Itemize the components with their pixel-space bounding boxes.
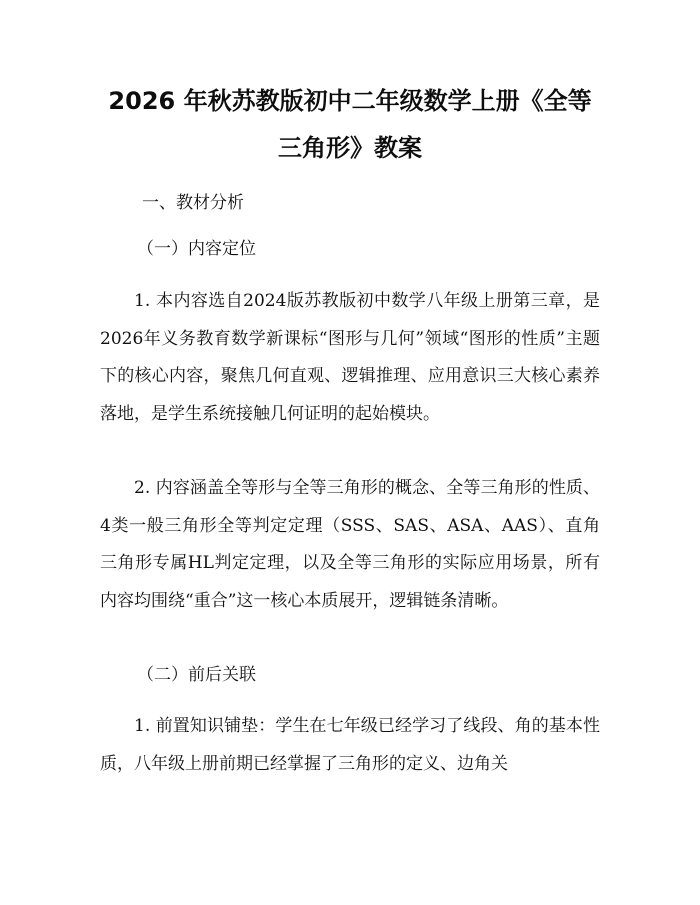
subsection-heading-content-positioning: （一）内容定位 <box>137 239 256 259</box>
paragraph-content-positioning-1: 1. 本内容选自2024版苏教版初中数学八年级上册第三章，是2026年义务教育数学新课标“图形与几何”领域“图形的性质”主题下的核心内容，聚焦几何直观、逻辑推理、应用意识三大核心素养落地，是学生系统接触几何证明的起始模块。 <box>100 291 600 424</box>
document-title-line-2: 三角形》教案 <box>278 134 422 162</box>
subsection-heading-connections: （二）前后关联 <box>137 665 256 685</box>
document-title-line-1: 2026 年秋苏教版初中二年级数学上册《全等 <box>108 87 592 115</box>
paragraph-connections-1: 1. 前置知识铺垫：学生在七年级已经学习了线段、角的基本性质，八年级上册前期已经掌握了三角形的定义、边角关 <box>100 716 600 774</box>
paragraph-content-positioning-2: 2. 内容涵盖全等形与全等三角形的概念、全等三角形的性质、4类一般三角形全等判定定理（SSS、SAS、ASA、AAS）、直角三角形专属HL判定定理，以及全等三角形的实际应用场景，所有内容均围绕“重合”这一核心本质展开，逻辑链条清晰。 <box>100 478 600 611</box>
section-heading-textbook-analysis: 一、教材分析 <box>142 193 244 213</box>
